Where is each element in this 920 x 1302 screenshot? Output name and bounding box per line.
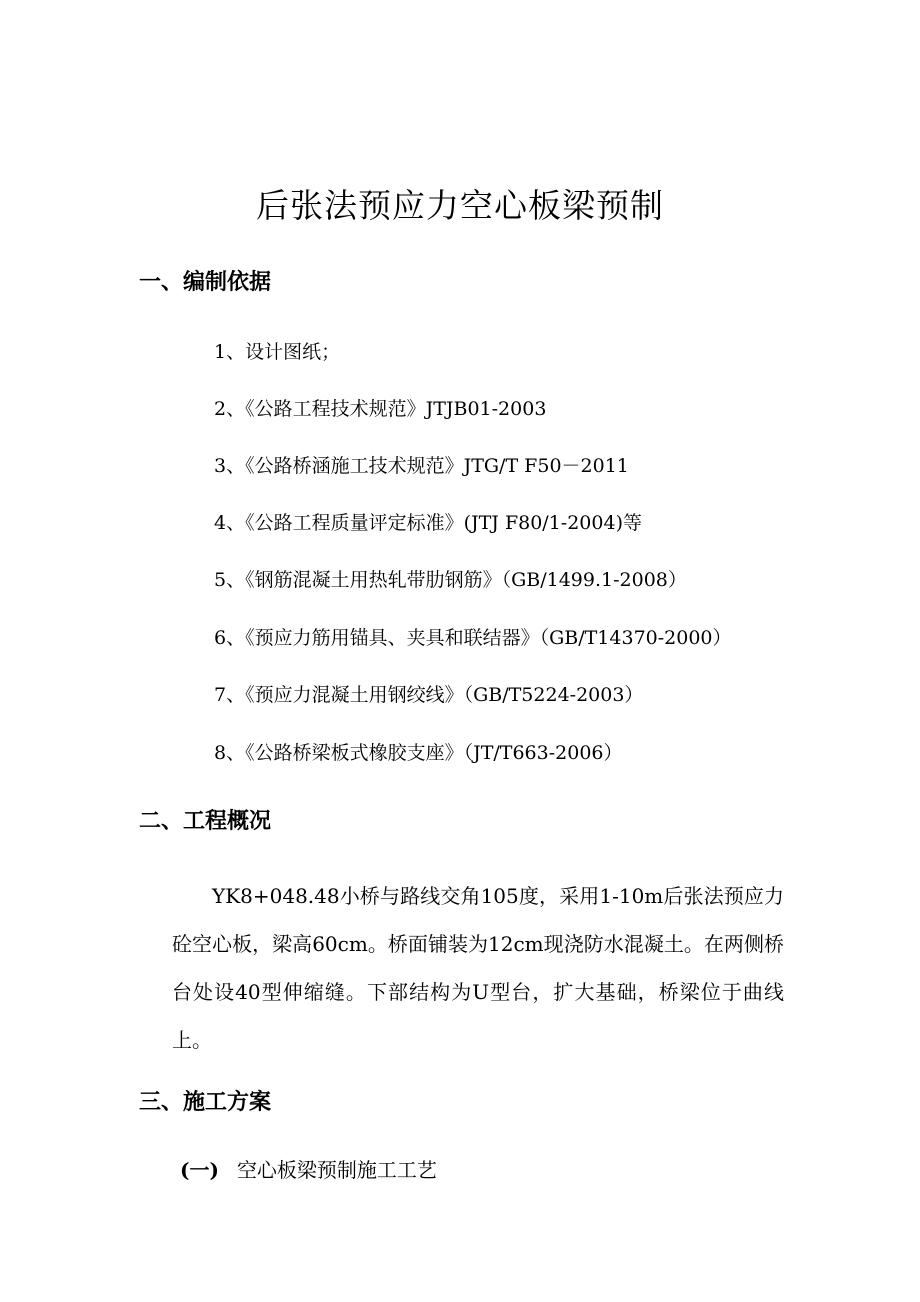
- reference-item: 4、《公路工程质量评定标准》(JTJ F80/1-2004)等: [214, 512, 642, 534]
- reference-item: 5、《钢筋混凝土用热轧带肋钢筋》（GB/1499.1-2008）: [214, 569, 687, 591]
- reference-item: 3、《公路桥涵施工技术规范》JTG/T F50－2011: [214, 455, 629, 477]
- section-heading-overview: 二、工程概况: [139, 809, 272, 834]
- project-overview-paragraph: YK8+048.48小桥与路线交角105度，采用1-10m后张法预应力砼空心板，梁高60cm。桥面铺装为12cm现浇防水混凝土。在两侧桥台处设40型伸缩缝。下部结构为U型台，扩大基础，桥梁位于曲线上。: [172, 884, 784, 1052]
- section-heading-basis: 一、编制依据: [139, 270, 272, 295]
- subsection-heading: [180, 1155, 437, 1185]
- reference-item: 7、《预应力混凝土用钢绞线》（GB/T5224-2003）: [214, 684, 644, 706]
- subsection-title: 空心板梁预制施工工艺: [236, 1158, 437, 1182]
- reference-item: 1、设计图纸；: [214, 341, 341, 363]
- section-heading-plan: 三、施工方案: [139, 1090, 272, 1115]
- reference-item: 8、《公路桥梁板式橡胶支座》（JT/T663-2006）: [214, 742, 623, 764]
- subsection-number: (一): [180, 1158, 219, 1182]
- document-title: 后张法预应力空心板梁预制: [256, 186, 664, 225]
- reference-item: 2、《公路工程技术规范》JTJB01-2003: [214, 398, 547, 420]
- reference-item: 6、《预应力筋用锚具、夹具和联结器》（GB/T14370-2000）: [214, 627, 732, 649]
